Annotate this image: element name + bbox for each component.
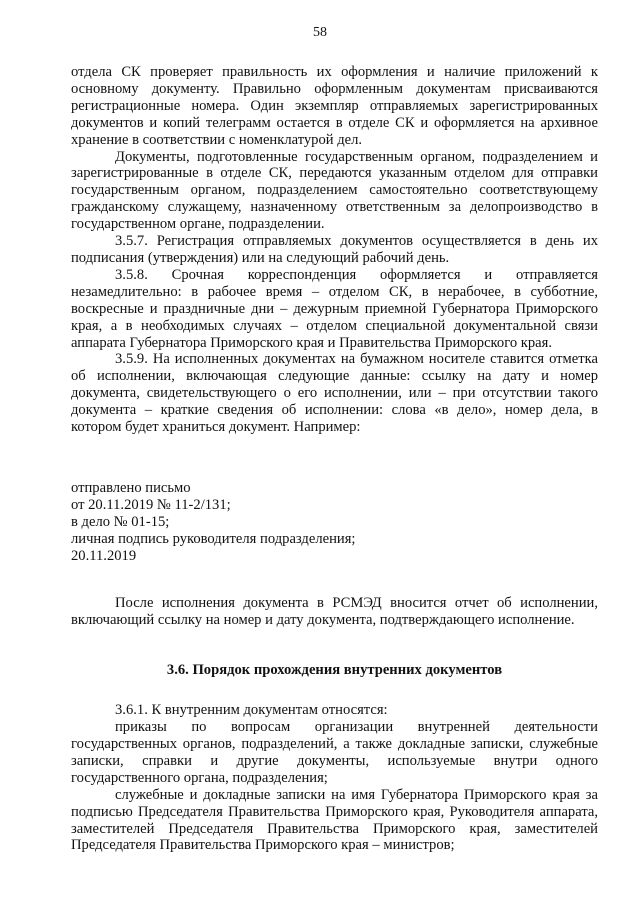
example-line: 20.11.2019 [71, 547, 137, 564]
paragraph-3-5-7: 3.5.7. Регистрация отправляемых документов осуществляется в день их подписания (утверждения) или на следующий рабочий день. [71, 233, 598, 266]
section-heading: 3.6. Порядок прохождения внутренних документов [166, 662, 503, 679]
paragraph-rsmed-report: После исполнения документа в РСМЭД вносится отчет об исполнении, включающий ссылку на номер и дату документа, подтверждающего исполнение. [71, 595, 598, 629]
paragraph-sk-check: отдела СК проверяет правильность их оформления и наличие приложений к основному документу. Правильно оформленным документам присваиваются регистрационные номера. Один экземпляр отправляемых зарегистрированных документов и копий телеграмм остается в отделе СК и оформляется на архивное хранение в соответствии с номенклатурой дел. [71, 64, 598, 148]
paragraph-memos: служебные и докладные записки на имя Губернатора Приморского края за подписью Председателя Правительства Приморского края, Руководителя аппарата, заместителей Председателя Правительства Приморского края, заместителей Председателя Правительства Приморского края – министров; [71, 786, 598, 854]
paragraph-orders: приказы по вопросам организации внутренней деятельности государственных органов, подразделений, а также докладные записки, служебные записки, справки и другие документы, используемые внутри одного государственного органа, подразделения; [71, 719, 598, 786]
example-line: от 20.11.2019 № 11-2/131; [71, 496, 231, 513]
paragraph-documents-prepared: Документы, подготовленные государственным органом, подразделением и зарегистрированные в отделе СК, передаются указанным отделом для отправки государственным органом, подразделением самостоятельно соответствующему гражданскому служащему, назначенному ответственным за делопроизводство в государственном органе, подразделении. [71, 148, 598, 233]
document-body [71, 64, 598, 854]
example-line: отправлено письмо [71, 479, 191, 496]
paragraph-3-5-8: 3.5.8. Срочная корреспонденция оформляется и отправляется незамедлительно: в рабочее время – отделом СК, в нерабочее, в субботние, воскресные и праздничные дни – дежурным приемной Губернатора Приморского края, а в необходимых случаях – отделом специальной документальной связи аппарата Губернатора Приморского края и Правительства Приморского края. [71, 266, 598, 351]
example-line: личная подпись руководителя подразделения; [71, 530, 356, 547]
paragraph-3-5-9: 3.5.9. На исполненных документах на бумажном носителе ставится отметка об исполнении, включающая следующие данные: ссылку на дату и номер документа, свидетельствующего о его исполнении, или – при отсутствии такого документа – краткие сведения об исполнении: слова «в дело», номер дела, в котором будет храниться документ. Например: [71, 351, 598, 436]
paragraph-3-6-1: 3.6.1. К внутренним документам относятся: [115, 702, 388, 719]
example-line: в дело № 01-15; [71, 513, 170, 530]
page-number: 58 [313, 25, 327, 40]
